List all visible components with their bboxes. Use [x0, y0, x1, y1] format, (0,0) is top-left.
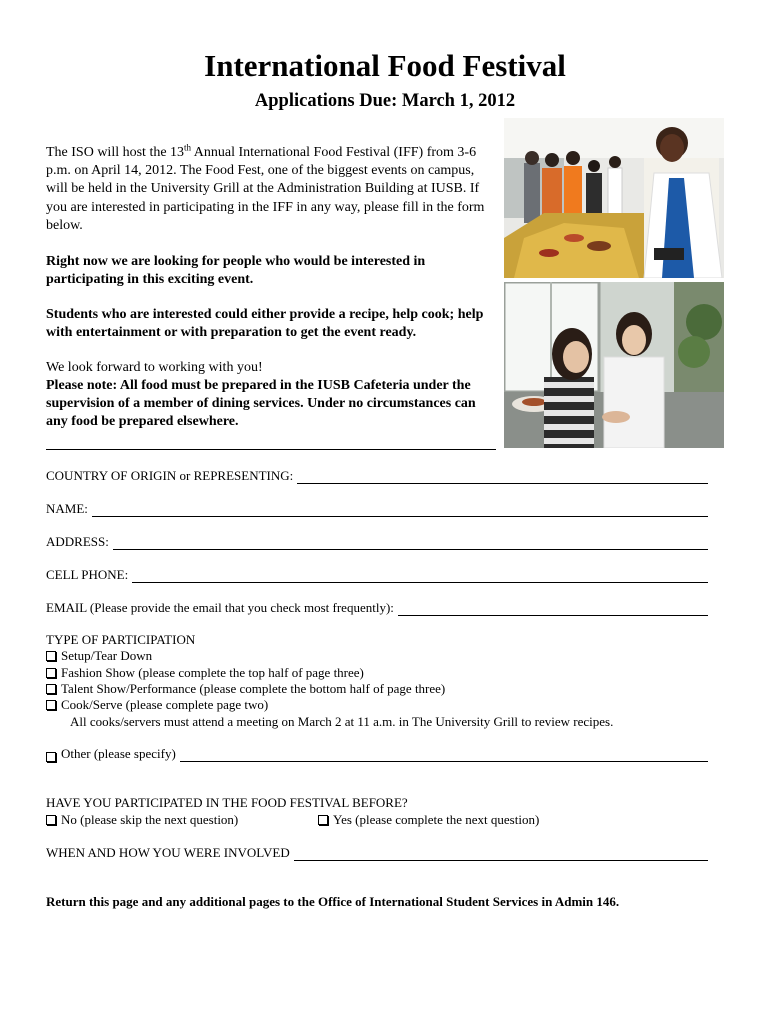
- cook-note: All cooks/servers must attend a meeting on March 2 at 11 a.m. in The University Grill to review recipes.: [70, 714, 614, 729]
- option-cook-serve[interactable]: Cook/Serve (please complete page two): [46, 697, 268, 713]
- when-how-field[interactable]: [46, 845, 708, 861]
- checkbox-icon[interactable]: [46, 752, 56, 762]
- when-how-label: WHEN AND HOW YOU WERE INVOLVED: [46, 845, 290, 860]
- email-field[interactable]: [46, 600, 708, 616]
- participation-heading: TYPE OF PARTICIPATION: [46, 632, 196, 647]
- checkbox-icon[interactable]: [46, 668, 56, 678]
- option-setup[interactable]: Setup/Tear Down: [46, 648, 152, 664]
- looking-paragraph: Right now we are looking for people who would be interested in participating in this exciting event.: [46, 254, 426, 288]
- checkbox-icon[interactable]: [46, 815, 56, 825]
- section-divider: [46, 449, 496, 450]
- students-paragraph: Students who are interested could either provide a recipe, help cook; help with entertainment or with preparation to get the event ready.: [46, 307, 484, 341]
- checkbox-icon[interactable]: [46, 651, 56, 661]
- festival-photo-crowd: [504, 118, 724, 278]
- page-title: International Food Festival: [204, 48, 566, 83]
- option-fashion-show[interactable]: Fashion Show (please complete the top half of page three): [46, 665, 364, 681]
- checkbox-icon[interactable]: [46, 700, 56, 710]
- festival-photo-students: [504, 282, 724, 448]
- look-forward-text: We look forward to working with you!: [46, 360, 263, 375]
- previous-question: HAVE YOU PARTICIPATED IN THE FOOD FESTIVAL BEFORE?: [46, 795, 408, 810]
- email-input-line[interactable]: [398, 603, 708, 616]
- address-field[interactable]: [46, 534, 708, 550]
- country-label: COUNTRY OF ORIGIN or REPRESENTING:: [46, 468, 294, 483]
- when-how-input-line[interactable]: [294, 848, 708, 861]
- option-talent-show[interactable]: Talent Show/Performance (please complete the bottom half of page three): [46, 681, 445, 697]
- country-field[interactable]: [46, 468, 708, 484]
- cell-phone-label: CELL PHONE:: [46, 567, 129, 582]
- other-field[interactable]: [46, 746, 708, 762]
- country-input-line[interactable]: [297, 471, 708, 484]
- email-label: EMAIL (Please provide the email that you check most frequently):: [46, 600, 394, 615]
- name-field[interactable]: [46, 501, 708, 517]
- page-subtitle: Applications Due: March 1, 2012: [254, 91, 516, 111]
- other-label: Other (please specify): [61, 746, 176, 761]
- option-yes[interactable]: Yes (please complete the next question): [318, 812, 539, 828]
- address-input-line[interactable]: [113, 537, 708, 550]
- other-input-line[interactable]: [180, 749, 708, 762]
- checkbox-icon[interactable]: [318, 815, 328, 825]
- note-paragraph: Please note: All food must be prepared in the IUSB Cafeteria under the supervision of a member of dining services. Under no circumstances can any food be prepared elsewhere.: [46, 378, 476, 430]
- cell-phone-input-line[interactable]: [132, 570, 708, 583]
- address-label: ADDRESS:: [46, 534, 109, 549]
- checkbox-icon[interactable]: [46, 684, 56, 694]
- name-label: NAME:: [46, 501, 88, 516]
- option-no[interactable]: No (please skip the next question): [46, 812, 238, 828]
- intro-paragraph: The ISO will host the 13th Annual International Food Festival (IFF) from 3-6 p.m. on April 14, 2012. The Food Fest, one of the biggest events on campus, will be held in the University Grill at the Administration Building at IUSB. If you are interested in participating in the IFF in any way, please fill in the form below.: [46, 142, 485, 233]
- return-instructions: Return this page and any additional pages to the Office of International Student Services in Admin 146.: [46, 894, 620, 909]
- name-input-line[interactable]: [92, 504, 708, 517]
- cell-phone-field[interactable]: [46, 567, 708, 583]
